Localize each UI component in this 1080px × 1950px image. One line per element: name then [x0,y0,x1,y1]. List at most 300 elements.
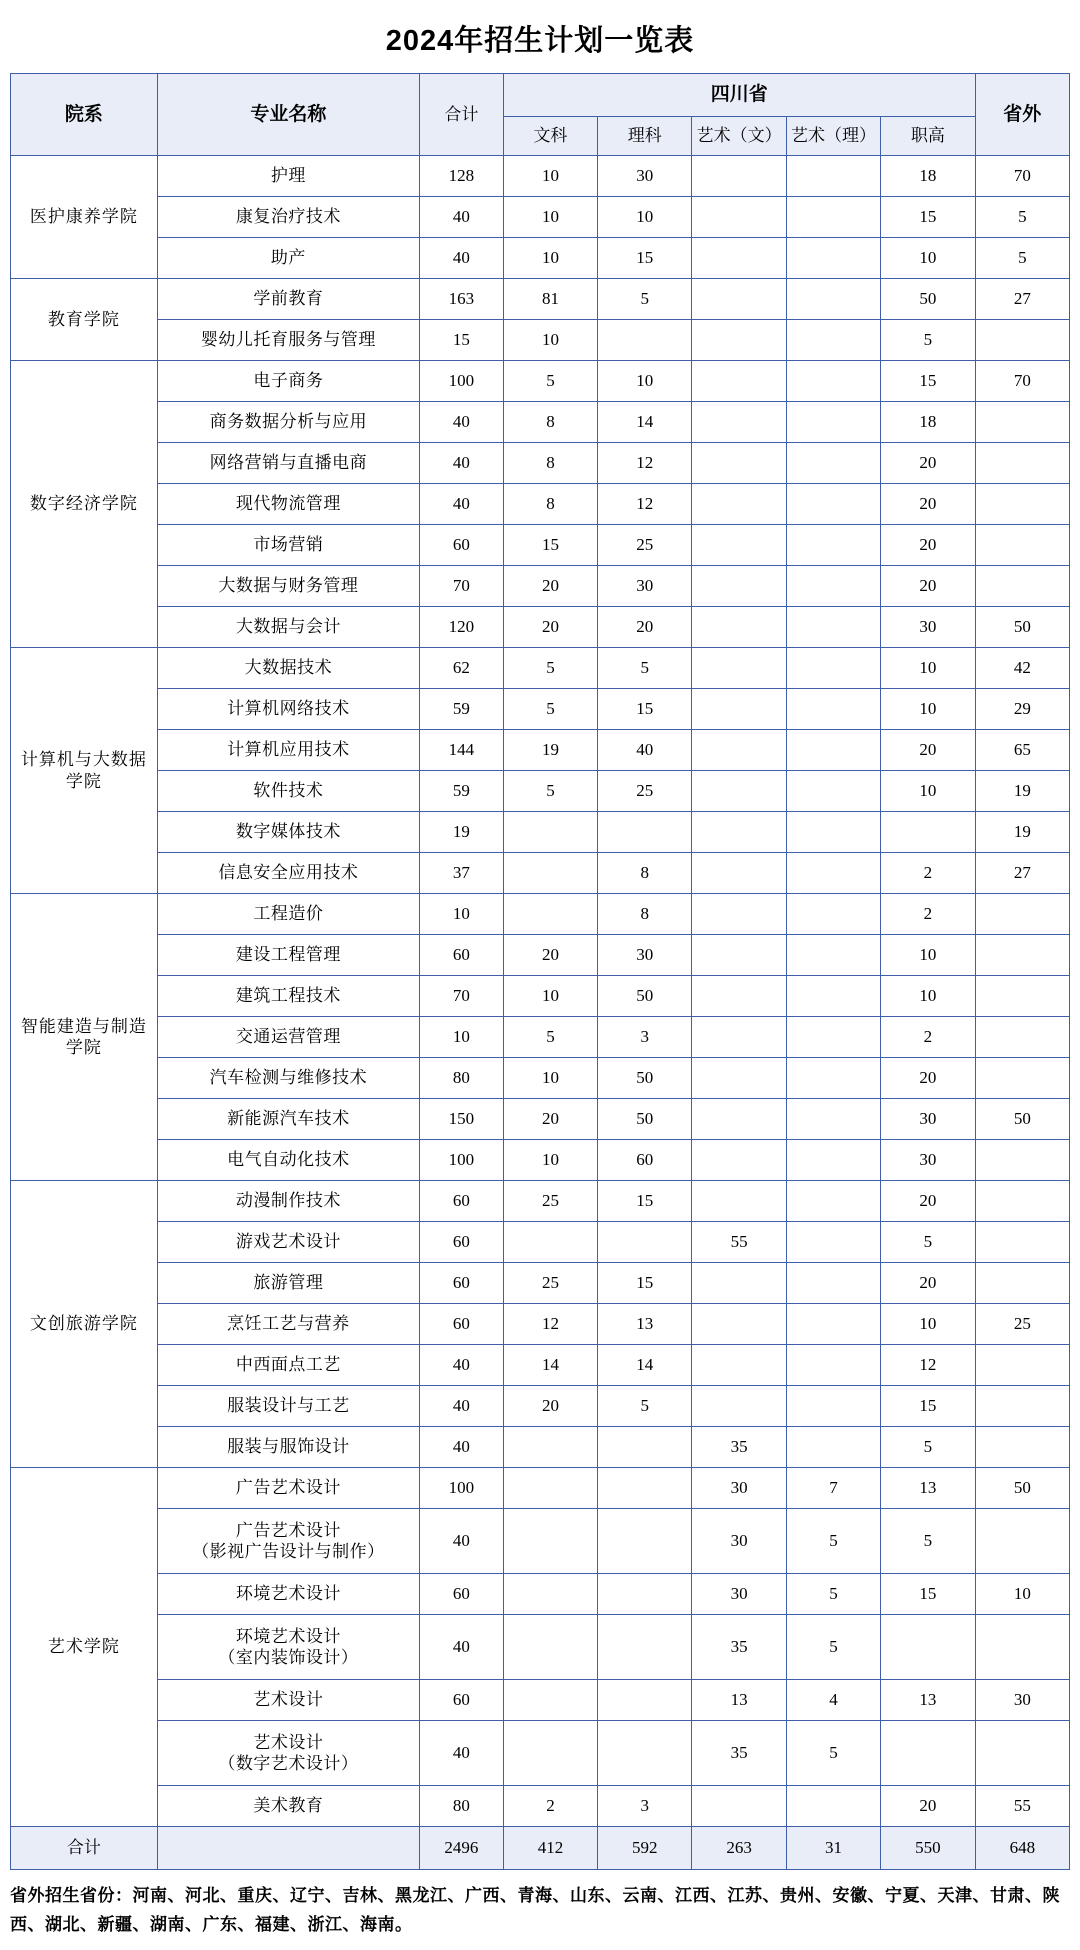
art-li-cell [786,238,880,279]
art-wen-cell [692,566,786,607]
footer-total: 2496 [419,1827,503,1870]
like-cell: 15 [598,1181,692,1222]
major-cell: 助产 [157,238,419,279]
total-cell: 40 [419,238,503,279]
art-li-cell [786,1345,880,1386]
total-cell: 37 [419,853,503,894]
art-wen-cell: 30 [692,1468,786,1509]
art-li-cell [786,1140,880,1181]
wenke-cell: 25 [503,1263,597,1304]
wenke-cell: 10 [503,197,597,238]
out-of-province-cell [975,1017,1069,1058]
total-cell: 80 [419,1058,503,1099]
out-of-province-cell: 50 [975,607,1069,648]
wenke-cell: 12 [503,1304,597,1345]
major-cell: 电子商务 [157,361,419,402]
like-cell: 13 [598,1304,692,1345]
zhigao-cell: 30 [881,1099,975,1140]
total-cell: 15 [419,320,503,361]
art-wen-cell [692,607,786,648]
art-wen-cell [692,853,786,894]
out-of-province-cell: 27 [975,279,1069,320]
art-li-cell [786,853,880,894]
wenke-cell: 5 [503,361,597,402]
total-cell: 40 [419,1509,503,1574]
art-li-cell [786,279,880,320]
out-of-province-cell: 70 [975,361,1069,402]
table-row [11,1721,1070,1786]
like-cell [598,1721,692,1786]
art-li-cell [786,156,880,197]
major-cell: 现代物流管理 [157,484,419,525]
footer-blank [157,1827,419,1870]
header-province-group: 四川省 [503,74,975,117]
art-li-cell [786,1427,880,1468]
zhigao-cell: 10 [881,238,975,279]
major-cell: 护理 [157,156,419,197]
wenke-cell: 81 [503,279,597,320]
zhigao-cell: 12 [881,1345,975,1386]
table-row [11,566,1070,607]
total-cell: 150 [419,1099,503,1140]
like-cell: 12 [598,443,692,484]
out-of-province-cell [975,1345,1069,1386]
major-cell: 服装与服饰设计 [157,1427,419,1468]
footer-art-wen: 263 [692,1827,786,1870]
zhigao-cell: 2 [881,1017,975,1058]
art-li-cell: 5 [786,1721,880,1786]
dept-cell: 计算机与大数据学院 [11,648,158,894]
total-cell: 60 [419,935,503,976]
wenke-cell [503,1509,597,1574]
like-cell: 5 [598,648,692,689]
total-cell: 80 [419,1786,503,1827]
total-cell: 40 [419,197,503,238]
out-of-province-cell: 25 [975,1304,1069,1345]
zhigao-cell: 2 [881,853,975,894]
table-row [11,402,1070,443]
wenke-cell: 5 [503,1017,597,1058]
zhigao-cell: 10 [881,771,975,812]
major-cell: 中西面点工艺 [157,1345,419,1386]
zhigao-cell: 30 [881,607,975,648]
art-wen-cell [692,156,786,197]
art-wen-cell: 35 [692,1615,786,1680]
table-row [11,1427,1070,1468]
like-cell: 15 [598,689,692,730]
out-of-province-cell: 19 [975,771,1069,812]
zhigao-cell: 18 [881,402,975,443]
major-cell: 建筑工程技术 [157,976,419,1017]
art-wen-cell: 30 [692,1509,786,1574]
art-li-cell [786,689,880,730]
art-li-cell: 5 [786,1509,880,1574]
art-li-cell [786,1786,880,1827]
footer-art-li: 31 [786,1827,880,1870]
zhigao-cell: 20 [881,443,975,484]
art-li-cell [786,771,880,812]
table-row [11,320,1070,361]
out-of-province-cell: 42 [975,648,1069,689]
zhigao-cell: 20 [881,1058,975,1099]
table-row [11,525,1070,566]
major-cell: 数字媒体技术 [157,812,419,853]
major-cell: 网络营销与直播电商 [157,443,419,484]
art-wen-cell [692,812,786,853]
zhigao-cell: 2 [881,894,975,935]
art-li-cell [786,648,880,689]
zhigao-cell: 10 [881,1304,975,1345]
art-wen-cell [692,1263,786,1304]
major-cell: 汽车检测与维修技术 [157,1058,419,1099]
out-of-province-cell: 27 [975,853,1069,894]
like-cell: 10 [598,361,692,402]
zhigao-cell [881,1615,975,1680]
table-row [11,484,1070,525]
table-row [11,1786,1070,1827]
footer-out: 648 [975,1827,1069,1870]
header-sub-art-wen: 艺术（文） [692,117,786,156]
table-row [11,607,1070,648]
total-cell: 59 [419,771,503,812]
art-wen-cell: 35 [692,1721,786,1786]
out-of-province-cell [975,525,1069,566]
out-of-province-cell [975,1386,1069,1427]
zhigao-cell: 10 [881,648,975,689]
total-cell: 60 [419,1181,503,1222]
like-cell [598,1680,692,1721]
art-wen-cell [692,1786,786,1827]
zhigao-cell: 5 [881,320,975,361]
out-of-province-cell: 19 [975,812,1069,853]
out-of-province-cell: 5 [975,238,1069,279]
art-li-cell [786,607,880,648]
zhigao-cell: 15 [881,1386,975,1427]
table-row [11,1058,1070,1099]
footer-label: 合计 [11,1827,158,1870]
art-wen-cell [692,730,786,771]
zhigao-cell: 10 [881,935,975,976]
major-cell: 工程造价 [157,894,419,935]
art-wen-cell [692,197,786,238]
wenke-cell [503,894,597,935]
total-cell: 40 [419,443,503,484]
out-of-province-cell [975,1058,1069,1099]
like-cell: 8 [598,894,692,935]
like-cell: 50 [598,1058,692,1099]
major-cell [157,1615,419,1680]
total-cell: 60 [419,1304,503,1345]
table-row [11,1222,1070,1263]
total-cell: 60 [419,1680,503,1721]
major-cell: 建设工程管理 [157,935,419,976]
major-name: 环境艺术设计 [235,1626,341,1646]
wenke-cell: 10 [503,320,597,361]
total-cell: 120 [419,607,503,648]
art-li-cell [786,443,880,484]
art-wen-cell [692,648,786,689]
total-cell: 10 [419,894,503,935]
table-row [11,1140,1070,1181]
wenke-cell [503,1427,597,1468]
dept-cell: 艺术学院 [11,1468,158,1827]
out-of-province-cell: 10 [975,1574,1069,1615]
like-cell [598,1509,692,1574]
total-cell: 144 [419,730,503,771]
major-cell: 婴幼儿托育服务与管理 [157,320,419,361]
art-li-cell: 4 [786,1680,880,1721]
major-cell: 新能源汽车技术 [157,1099,419,1140]
like-cell: 5 [598,1386,692,1427]
art-wen-cell: 30 [692,1574,786,1615]
out-of-province-cell [975,1615,1069,1680]
wenke-cell: 8 [503,402,597,443]
total-cell: 62 [419,648,503,689]
table-row [11,1468,1070,1509]
out-of-province-cell [975,1509,1069,1574]
table-row [11,361,1070,402]
like-cell [598,1574,692,1615]
header-sub-like: 理科 [598,117,692,156]
art-wen-cell [692,484,786,525]
table-row [11,730,1070,771]
like-cell: 20 [598,607,692,648]
zhigao-cell: 15 [881,361,975,402]
table-row [11,1680,1070,1721]
art-li-cell [786,1058,880,1099]
table-row [11,1263,1070,1304]
wenke-cell [503,1222,597,1263]
major-name: 艺术设计 [253,1732,324,1752]
out-of-province-cell [975,1222,1069,1263]
header-sub-wenke: 文科 [503,117,597,156]
major-cell: 服装设计与工艺 [157,1386,419,1427]
art-wen-cell [692,689,786,730]
dept-cell: 文创旅游学院 [11,1181,158,1468]
zhigao-cell: 20 [881,484,975,525]
wenke-cell: 20 [503,1386,597,1427]
major-cell: 环境艺术设计 [157,1574,419,1615]
major-name-suffix: （影视广告设计与制作） [192,1542,385,1561]
table-row [11,1304,1070,1345]
table-row [11,853,1070,894]
wenke-cell: 5 [503,689,597,730]
like-cell: 12 [598,484,692,525]
out-of-province-cell [975,443,1069,484]
art-wen-cell [692,1345,786,1386]
art-li-cell [786,1017,880,1058]
table-row [11,156,1070,197]
art-li-cell [786,1263,880,1304]
table-row [11,1574,1070,1615]
wenke-cell [503,1574,597,1615]
art-li-cell [786,1099,880,1140]
like-cell: 30 [598,935,692,976]
major-cell: 大数据与会计 [157,607,419,648]
art-li-cell [786,1304,880,1345]
total-cell: 40 [419,1386,503,1427]
footnote-label: 省外招生省份： [10,1886,133,1905]
zhigao-cell: 20 [881,730,975,771]
table-row [11,1509,1070,1574]
wenke-cell [503,1680,597,1721]
major-cell: 游戏艺术设计 [157,1222,419,1263]
zhigao-cell: 15 [881,1574,975,1615]
total-cell: 40 [419,1427,503,1468]
total-cell: 60 [419,1263,503,1304]
like-cell: 15 [598,1263,692,1304]
wenke-cell: 20 [503,1099,597,1140]
total-cell: 40 [419,1615,503,1680]
art-wen-cell [692,1099,786,1140]
art-wen-cell [692,771,786,812]
table-row [11,1615,1070,1680]
art-li-cell [786,525,880,566]
art-wen-cell [692,238,786,279]
enrollment-plan-table [10,73,1070,1870]
major-cell: 旅游管理 [157,1263,419,1304]
total-cell: 19 [419,812,503,853]
out-of-province-cell: 29 [975,689,1069,730]
art-li-cell [786,197,880,238]
total-cell: 70 [419,976,503,1017]
dept-cell: 数字经济学院 [11,361,158,648]
zhigao-cell: 20 [881,1263,975,1304]
wenke-cell: 10 [503,1140,597,1181]
table-footer [11,1827,1070,1870]
art-wen-cell [692,1017,786,1058]
total-cell: 100 [419,1468,503,1509]
major-cell: 市场营销 [157,525,419,566]
art-wen-cell [692,1386,786,1427]
total-cell: 40 [419,484,503,525]
out-of-province-cell [975,402,1069,443]
art-li-cell: 5 [786,1615,880,1680]
wenke-cell: 2 [503,1786,597,1827]
header-dept: 院系 [11,74,158,156]
like-cell: 5 [598,279,692,320]
total-cell: 100 [419,1140,503,1181]
like-cell: 30 [598,566,692,607]
major-name: 广告艺术设计 [235,1520,341,1540]
art-li-cell [786,484,880,525]
art-wen-cell [692,320,786,361]
major-cell: 电气自动化技术 [157,1140,419,1181]
total-cell: 60 [419,1574,503,1615]
out-of-province-cell: 50 [975,1099,1069,1140]
like-cell: 50 [598,1099,692,1140]
table-row [11,279,1070,320]
wenke-cell: 10 [503,238,597,279]
zhigao-cell: 30 [881,1140,975,1181]
out-of-province-cell [975,894,1069,935]
table-row [11,1386,1070,1427]
wenke-cell: 10 [503,156,597,197]
like-cell: 14 [598,1345,692,1386]
wenke-cell [503,1615,597,1680]
zhigao-cell: 13 [881,1468,975,1509]
art-wen-cell: 55 [692,1222,786,1263]
zhigao-cell: 5 [881,1222,975,1263]
wenke-cell: 5 [503,648,597,689]
table-row [11,197,1070,238]
dept-cell: 医护康养学院 [11,156,158,279]
total-cell: 40 [419,402,503,443]
wenke-cell: 20 [503,935,597,976]
table-row [11,935,1070,976]
table-row [11,894,1070,935]
like-cell [598,812,692,853]
table-row [11,689,1070,730]
like-cell [598,1222,692,1263]
major-cell: 烹饪工艺与营养 [157,1304,419,1345]
table-row [11,238,1070,279]
major-cell: 康复治疗技术 [157,197,419,238]
art-wen-cell [692,443,786,484]
out-of-province-cell [975,1427,1069,1468]
art-wen-cell [692,894,786,935]
art-wen-cell [692,279,786,320]
art-wen-cell [692,1058,786,1099]
art-li-cell [786,976,880,1017]
zhigao-cell: 20 [881,1786,975,1827]
art-wen-cell [692,1181,786,1222]
wenke-cell: 20 [503,607,597,648]
wenke-cell: 10 [503,1058,597,1099]
out-of-province-cell: 50 [975,1468,1069,1509]
table-row [11,443,1070,484]
art-li-cell [786,1181,880,1222]
total-cell: 10 [419,1017,503,1058]
art-wen-cell [692,361,786,402]
like-cell: 8 [598,853,692,894]
art-li-cell: 5 [786,1574,880,1615]
major-cell: 广告艺术设计 [157,1468,419,1509]
out-of-province-cell: 65 [975,730,1069,771]
out-of-province-cell: 30 [975,1680,1069,1721]
footer-wenke: 412 [503,1827,597,1870]
zhigao-cell: 5 [881,1427,975,1468]
table-row [11,1017,1070,1058]
art-wen-cell [692,976,786,1017]
like-cell [598,1468,692,1509]
wenke-cell [503,1721,597,1786]
major-cell: 美术教育 [157,1786,419,1827]
out-of-province-cell [975,566,1069,607]
major-cell: 交通运营管理 [157,1017,419,1058]
art-li-cell: 7 [786,1468,880,1509]
out-of-province-cell: 55 [975,1786,1069,1827]
major-cell: 计算机网络技术 [157,689,419,730]
major-cell: 商务数据分析与应用 [157,402,419,443]
zhigao-cell: 18 [881,156,975,197]
art-li-cell [786,894,880,935]
like-cell: 25 [598,771,692,812]
header-sub-art-li: 艺术（理） [786,117,880,156]
total-cell: 163 [419,279,503,320]
art-li-cell [786,402,880,443]
table-row [11,1099,1070,1140]
out-of-province-cell [975,935,1069,976]
art-wen-cell [692,1140,786,1181]
art-wen-cell: 13 [692,1680,786,1721]
art-wen-cell [692,525,786,566]
art-li-cell [786,320,880,361]
out-of-province-cell [975,484,1069,525]
like-cell [598,320,692,361]
out-of-province-cell [975,1721,1069,1786]
wenke-cell [503,1468,597,1509]
